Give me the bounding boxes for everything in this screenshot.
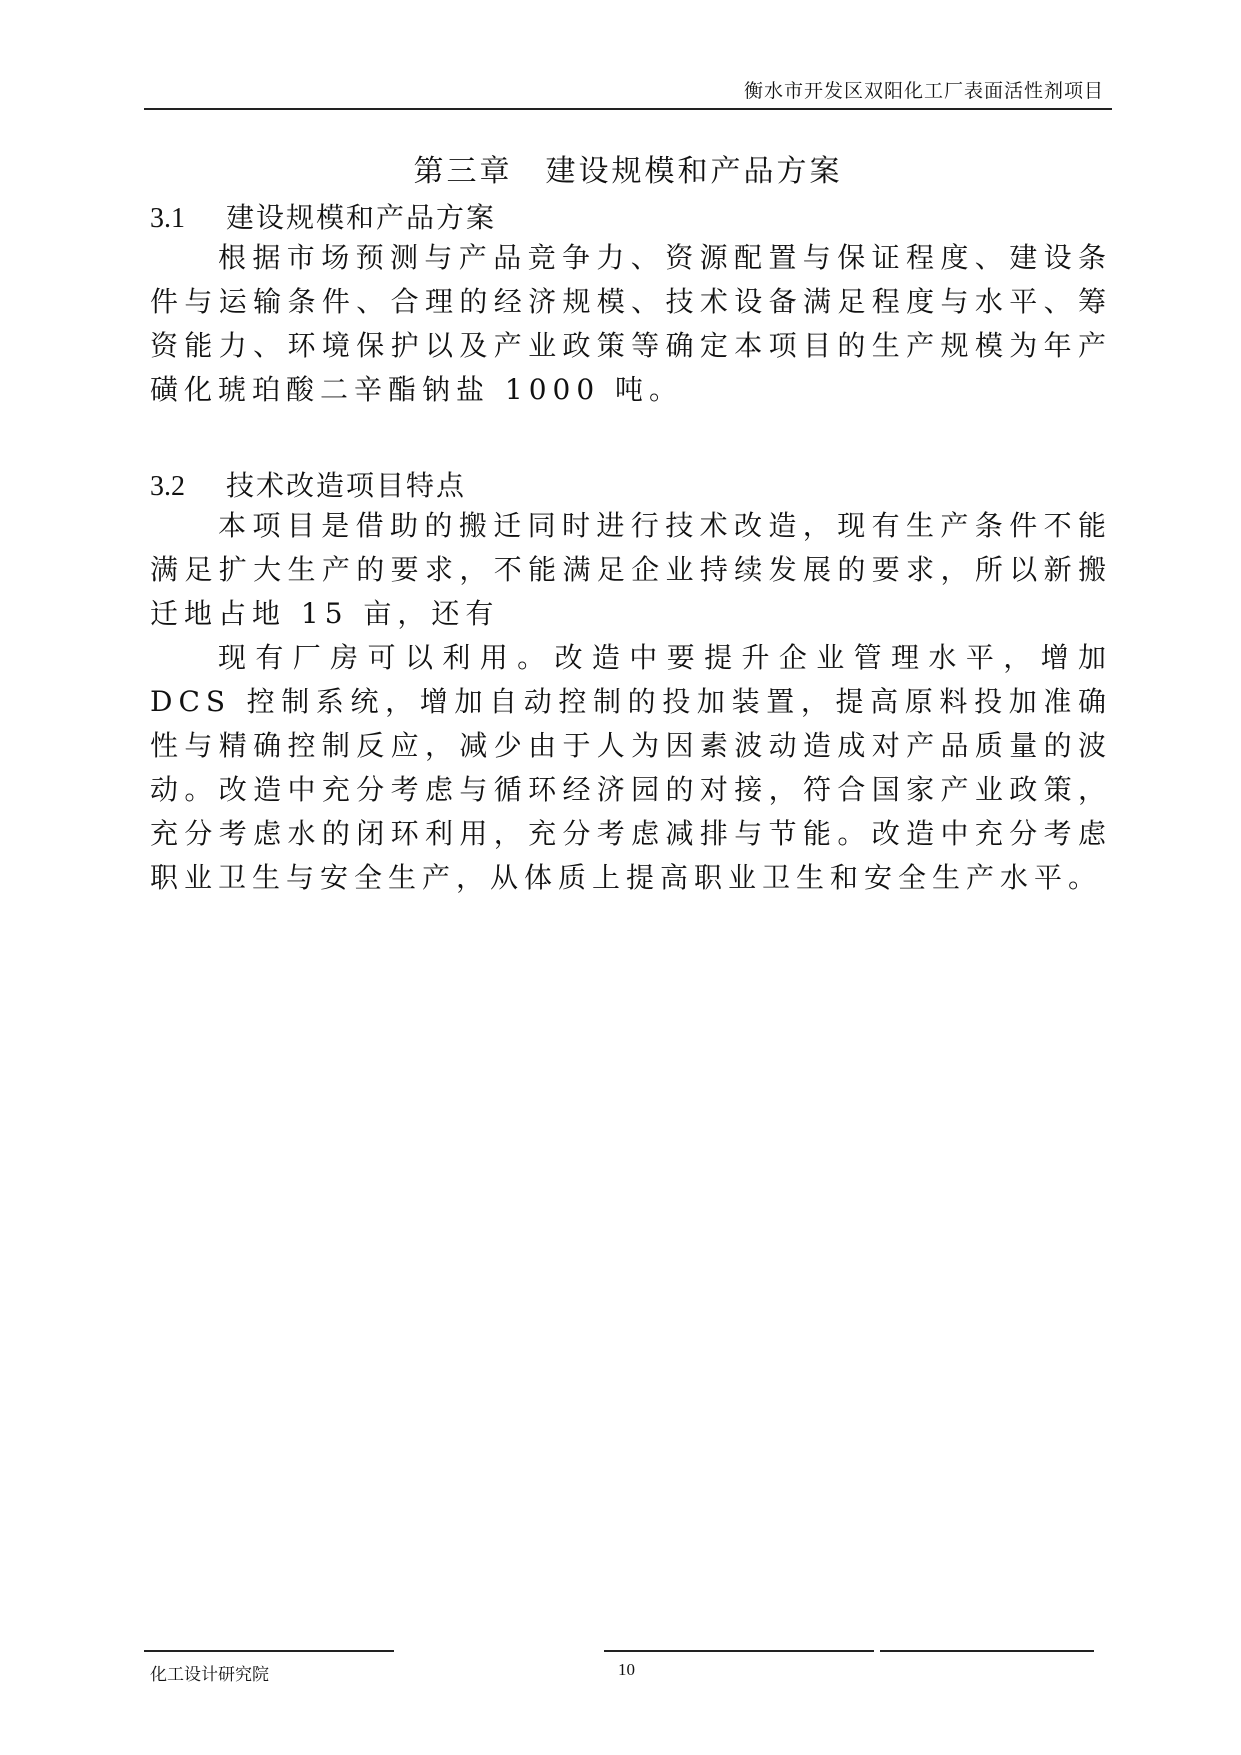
page-number: 10 — [618, 1660, 635, 1679]
paragraph-upgrade-details: 现有厂房可以利用。改造中要提升企业管理水平，增加 DCS 控制系统，增加自动控制的投加装置，提高原料投加准确性与精确控制反应，减少由于人为因素波动造成对产品质量的波动。改造中充分考虑与循环经济园的对接，符合国家产业政策，充分考虑水的闭环利用，充分考虑减排与节能。改造中充分考虑职业卫生与安全生产，从体质上提高职业卫生和安全生产水平。 — [150, 641, 1112, 894]
section-title: 技术改造项目特点 — [226, 469, 467, 502]
section-number: 3.2 — [150, 471, 185, 502]
section-number: 3.1 — [150, 203, 185, 234]
footer-divider-middle — [604, 1650, 874, 1652]
paragraph-production-scale: 根据市场预测与产品竞争力、资源配置与保证程度、建设条件与运输条件、合理的经济规模、技术设备满足程度与水平、筹资能力、环境保护以及产业政策等确定本项目的生产规模为年产磺化琥珀酸二辛酯钠盐 1000 吨。 — [150, 241, 1112, 406]
footer-divider-right — [880, 1650, 1094, 1652]
section-title: 建设规模和产品方案 — [226, 201, 497, 234]
header-title: 衡水市开发区双阳化工厂表面活性剂项目 — [743, 80, 1104, 102]
paragraph-relocation: 本项目是借助的搬迁同时进行技术改造，现有生产条件不能满足扩大生产的要求，不能满足企业持续发展的要求，所以新搬迁地占地 15 亩，还有 — [150, 509, 1112, 630]
footer-divider-left — [144, 1650, 394, 1652]
section-heading-3-1 — [150, 196, 496, 236]
footer-organization: 化工设计研究院 — [150, 1665, 269, 1685]
chapter-title: 第三章 建设规模和产品方案 — [413, 154, 843, 189]
section-heading-3-2 — [150, 464, 466, 504]
page-header — [144, 72, 1112, 110]
